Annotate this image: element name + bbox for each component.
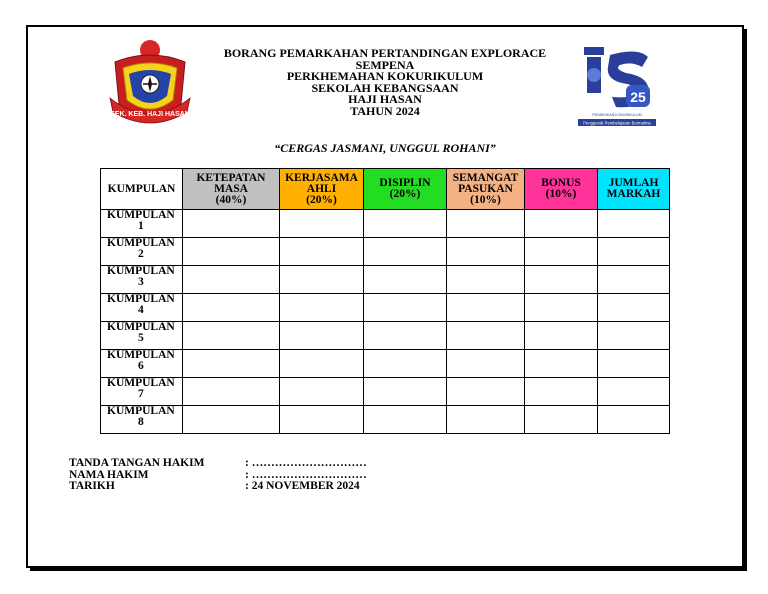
score-cell[interactable]	[364, 266, 447, 294]
group-label-text	[107, 266, 175, 288]
score-cell[interactable]	[183, 294, 280, 322]
table-row	[101, 266, 670, 294]
title-line-2: SEMPENA	[355, 57, 415, 72]
score-cell[interactable]	[280, 406, 364, 434]
crest-ribbon-text: SEK. KEB. HAJI HASAN	[110, 111, 190, 118]
title-line-3: PERKHEMAHAN KOKURIKULUM	[286, 69, 484, 83]
score-cell[interactable]	[183, 266, 280, 294]
column-header-text: KETEPATAN	[196, 171, 266, 184]
group-name: KUMPULAN	[107, 265, 175, 277]
score-cell[interactable]	[183, 378, 280, 406]
score-cell[interactable]	[525, 378, 598, 406]
score-cell[interactable]	[280, 238, 364, 266]
group-label-text	[107, 406, 175, 428]
group-number: 8	[137, 416, 144, 428]
group-label-text	[107, 350, 175, 372]
score-cell[interactable]	[598, 266, 670, 294]
score-cell[interactable]	[598, 210, 670, 238]
group-label	[101, 294, 183, 322]
group-name: KUMPULAN	[107, 293, 175, 305]
group-name: KUMPULAN	[107, 377, 175, 389]
column-header-4	[364, 169, 447, 210]
score-cell[interactable]	[364, 294, 447, 322]
date-value: : 24 NOVEMBER 2024	[245, 480, 360, 492]
score-cell[interactable]	[280, 266, 364, 294]
column-header-text: (20%)	[389, 188, 421, 200]
score-cell[interactable]	[525, 266, 598, 294]
column-header-text: AHLI	[306, 182, 337, 195]
score-cell[interactable]	[447, 238, 525, 266]
score-cell[interactable]	[447, 378, 525, 406]
table-row	[101, 294, 670, 322]
motto: “CERGAS JASMANI, UNGGUL ROHANI”	[274, 141, 496, 155]
group-name: KUMPULAN	[107, 237, 175, 249]
group-label	[101, 406, 183, 434]
column-header-text: MARKAH	[606, 188, 661, 200]
score-cell[interactable]	[447, 210, 525, 238]
group-name: KUMPULAN	[107, 209, 175, 221]
score-cell[interactable]	[447, 266, 525, 294]
logo-caption-2: Penggerak Pembelajaran Bermakna	[583, 120, 651, 126]
group-number: 1	[137, 220, 144, 232]
table-body	[101, 210, 670, 434]
group-label	[101, 210, 183, 238]
column-header-text: KERJASAMA	[285, 171, 358, 184]
judge-name-field[interactable]: : …………………………	[245, 468, 367, 481]
score-cell[interactable]	[280, 322, 364, 350]
score-cell[interactable]	[525, 350, 598, 378]
score-cell[interactable]	[598, 294, 670, 322]
score-cell[interactable]	[447, 294, 525, 322]
group-number: 5	[137, 332, 144, 344]
table-row	[101, 322, 670, 350]
table-row	[101, 378, 670, 406]
group-label-text	[107, 238, 175, 260]
column-header-text: (10%)	[545, 188, 577, 200]
score-cell[interactable]	[447, 350, 525, 378]
group-number: 4	[137, 304, 144, 316]
table-row	[101, 210, 670, 238]
score-cell[interactable]	[364, 406, 447, 434]
column-header-text: MASA	[214, 182, 248, 195]
column-header-text: JUMLAH	[608, 177, 659, 189]
score-cell[interactable]	[183, 322, 280, 350]
logo-number-25: 25	[630, 89, 646, 105]
score-cell[interactable]	[525, 294, 598, 322]
group-label	[101, 378, 183, 406]
group-label-text	[107, 294, 175, 316]
column-header-3	[280, 169, 364, 210]
column-header-2	[183, 169, 280, 210]
score-cell[interactable]	[364, 378, 447, 406]
signature-label: TANDA TANGAN HAKIM	[69, 457, 205, 469]
score-cell[interactable]	[525, 210, 598, 238]
judge-signature-row	[69, 458, 367, 470]
score-cell[interactable]	[364, 350, 447, 378]
column-header-text: SEMANGAT	[452, 171, 519, 184]
group-number: 7	[137, 388, 144, 400]
score-cell[interactable]	[280, 378, 364, 406]
table-header-row	[101, 169, 670, 210]
group-name: KUMPULAN	[107, 321, 175, 333]
group-label	[101, 322, 183, 350]
group-name: KUMPULAN	[107, 405, 175, 417]
score-cell[interactable]	[183, 350, 280, 378]
judge-section	[69, 458, 367, 493]
column-header-text: KUMPULAN	[107, 182, 176, 195]
score-cell[interactable]	[364, 210, 447, 238]
table-row	[101, 406, 670, 434]
score-cell[interactable]	[183, 406, 280, 434]
column-header-7	[598, 169, 670, 210]
date-row	[69, 481, 367, 493]
score-cell[interactable]	[525, 238, 598, 266]
group-label-text	[107, 322, 175, 344]
group-label	[101, 238, 183, 266]
score-cell[interactable]	[598, 378, 670, 406]
school-crest-logo	[107, 38, 193, 128]
signature-field[interactable]: : …………………………	[245, 457, 367, 469]
score-cell[interactable]	[280, 210, 364, 238]
score-cell[interactable]	[598, 350, 670, 378]
score-table	[100, 168, 670, 434]
table-row	[101, 350, 670, 378]
form-title	[200, 48, 570, 117]
score-cell[interactable]	[598, 322, 670, 350]
score-cell[interactable]	[598, 406, 670, 434]
score-cell[interactable]	[364, 322, 447, 350]
score-cell[interactable]	[598, 238, 670, 266]
title-line-6: TAHUN 2024	[350, 103, 420, 118]
column-header-text: (40%)	[215, 193, 247, 206]
score-cell[interactable]	[364, 238, 447, 266]
score-cell[interactable]	[447, 406, 525, 434]
group-number: 2	[137, 248, 144, 260]
column-header-text: BONUS	[541, 177, 581, 189]
group-name: KUMPULAN	[107, 349, 175, 361]
title-line-4: SEKOLAH KEBANGSAAN	[311, 80, 459, 95]
score-cell[interactable]	[183, 238, 280, 266]
score-cell[interactable]	[525, 406, 598, 434]
group-number: 6	[137, 360, 144, 372]
score-cell[interactable]	[183, 210, 280, 238]
score-cell[interactable]	[280, 350, 364, 378]
group-number: 3	[137, 276, 144, 288]
column-header-text: PASUKAN	[458, 182, 513, 195]
date-label: TARIKH	[69, 480, 115, 492]
column-header-1	[101, 169, 183, 210]
score-cell[interactable]	[525, 322, 598, 350]
score-cell[interactable]	[280, 294, 364, 322]
column-header-text: DISIPLIN	[379, 177, 431, 189]
title-line-1: BORANG PEMARKAHAN PERTANDINGAN EXPLORACE	[223, 46, 547, 60]
group-label-text	[107, 378, 175, 400]
column-header-text: (20%)	[306, 193, 337, 206]
table-row	[101, 238, 670, 266]
column-header-5	[447, 169, 525, 210]
score-cell[interactable]	[447, 322, 525, 350]
kokurikulum-25-logo	[576, 45, 658, 128]
group-label	[101, 350, 183, 378]
column-header-6	[525, 169, 598, 210]
group-label-text	[107, 210, 175, 232]
column-header-text: (10%)	[470, 193, 501, 206]
judge-name-label: NAMA HAKIM	[69, 468, 149, 481]
title-line-5: HAJI HASAN	[348, 92, 422, 106]
group-label	[101, 266, 183, 294]
logo-caption-1: PENDIDIKAN KOKURIKULUM	[592, 113, 642, 117]
